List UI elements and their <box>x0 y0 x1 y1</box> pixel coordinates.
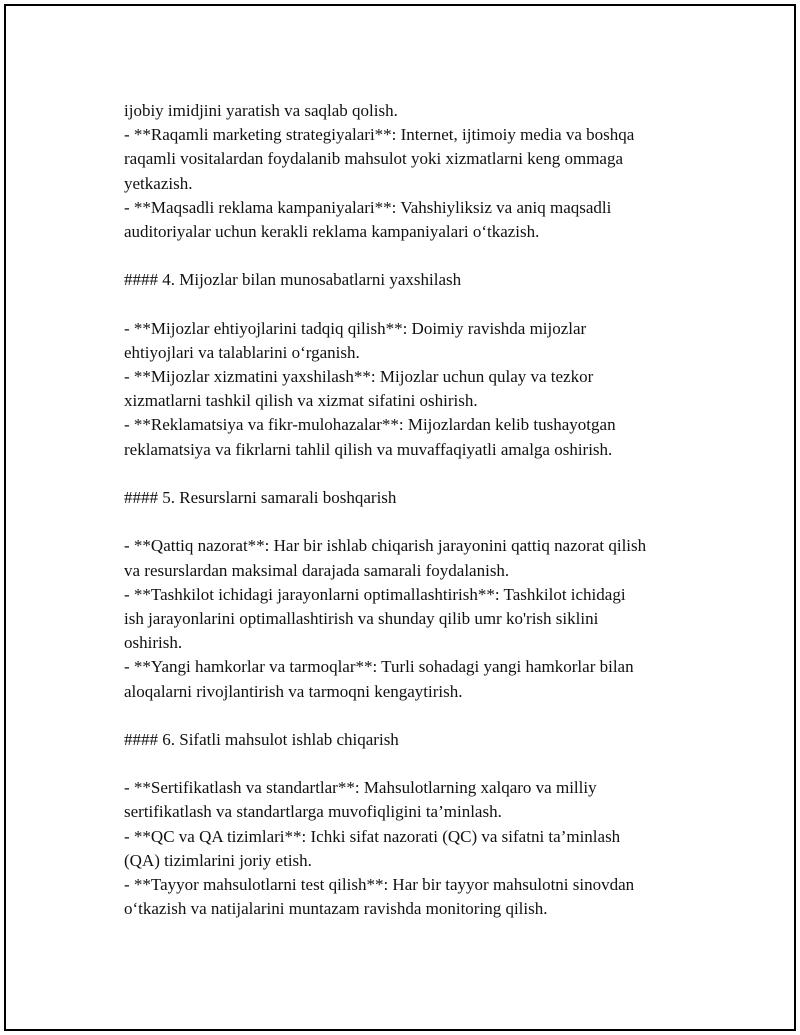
bullet-item <box>124 123 699 196</box>
section-heading <box>124 486 699 510</box>
text-line: yetkazish. <box>124 173 193 193</box>
text-line: - **Tashkilot ichidagi jarayonlarni optimallashtirish**: Tashkilot ichidagi <box>124 584 626 604</box>
text-line: ehtiyojlari va talablarini o‘rganish. <box>124 342 360 362</box>
text-line: - **Tayyor mahsulotlarni test qilish**: Har bir tayyor mahsulotni sinovdan <box>124 875 635 894</box>
text-line: sertifikatlash va standartlarga muvofiqligini ta’minlash. <box>124 802 502 822</box>
text-line: #### 6. Sifatli mahsulot ishlab chiqarish <box>124 729 399 749</box>
blank-line <box>124 293 699 317</box>
document-body <box>124 99 699 921</box>
text-line: - **Qattiq nazorat**: Har bir ishlab chiqarish jarayonini qattiq nazorat qilish <box>124 536 647 556</box>
text-line: - **Yangi hamkorlar va tarmoqlar**: Turli sohadagi yangi hamkorlar bilan <box>124 657 634 677</box>
text-line: o‘tkazish va natijalarini muntazam ravishda monitoring qilish. <box>124 899 548 919</box>
page-frame <box>4 4 796 1031</box>
text-line: - **QC va QA tizimlari**: Ichki sifat nazorati (QC) va sifatni ta’minlash <box>124 826 621 846</box>
text-line: reklamatsiya va fikrlarni tahlil qilish va muvaffaqiyatli amalga oshirish. <box>124 439 613 459</box>
text-line: (QA) tizimlarini joriy etish. <box>124 850 312 870</box>
bullet-item <box>124 776 699 824</box>
bullet-item <box>124 825 699 873</box>
text-line: - **Sertifikatlash va standartlar**: Mahsulotlarning xalqaro va milliy <box>124 778 597 798</box>
text-line: xizmatlarni tashkil qilish va xizmat sifatini oshirish. <box>124 391 478 411</box>
text-line: #### 5. Resurslarni samarali boshqarish <box>124 488 397 507</box>
bullet-item <box>124 196 699 244</box>
text-line: aloqalarni rivojlantirish va tarmoqni kengaytirish. <box>124 681 463 701</box>
blank-line <box>124 462 699 486</box>
text-line: raqamli vositalardan foydalanib mahsulot yoki xizmatlarni keng ommaga <box>124 149 624 169</box>
bullet-item <box>124 317 699 365</box>
text-line: auditoriyalar uchun kerakli reklama kampaniyalari o‘tkazish. <box>124 221 540 241</box>
text-line: - **Reklamatsiya va fikr-mulohazalar**: Mijozlardan kelib tushayotgan <box>124 415 616 435</box>
bullet-item <box>124 534 699 582</box>
text-line: #### 4. Mijozlar bilan munosabatlarni yaxshilash <box>124 270 462 290</box>
text-line: oshirish. <box>124 633 183 653</box>
text-line: ijobiy imidjini yaratish va saqlab qolish. <box>124 101 398 120</box>
blank-line <box>124 244 699 268</box>
bullet-item <box>124 873 699 921</box>
text-line: - **Raqamli marketing strategiyalari**: Internet, ijtimoiy media va boshqa <box>124 125 635 145</box>
blank-line <box>124 510 699 534</box>
bullet-item <box>124 655 699 703</box>
bullet-item <box>124 413 699 461</box>
blank-line <box>124 704 699 728</box>
blank-line <box>124 752 699 776</box>
text-line: va resurslardan maksimal darajada samarali foydalanish. <box>124 560 510 580</box>
paragraph <box>124 99 699 123</box>
text-line: - **Mijozlar ehtiyojlarini tadqiq qilish**: Doimiy ravishda mijozlar <box>124 318 587 338</box>
text-line: ish jarayonlarini optimallashtirish va shunday qilib umr ko'rish siklini <box>124 608 599 628</box>
bullet-item <box>124 365 699 413</box>
section-heading <box>124 728 699 752</box>
text-line: - **Maqsadli reklama kampaniyalari**: Vahshiyliksiz va aniq maqsadli <box>124 197 612 217</box>
section-heading <box>124 268 699 292</box>
bullet-item <box>124 583 699 656</box>
text-line: - **Mijozlar xizmatini yaxshilash**: Mijozlar uchun qulay va tezkor <box>124 367 594 387</box>
